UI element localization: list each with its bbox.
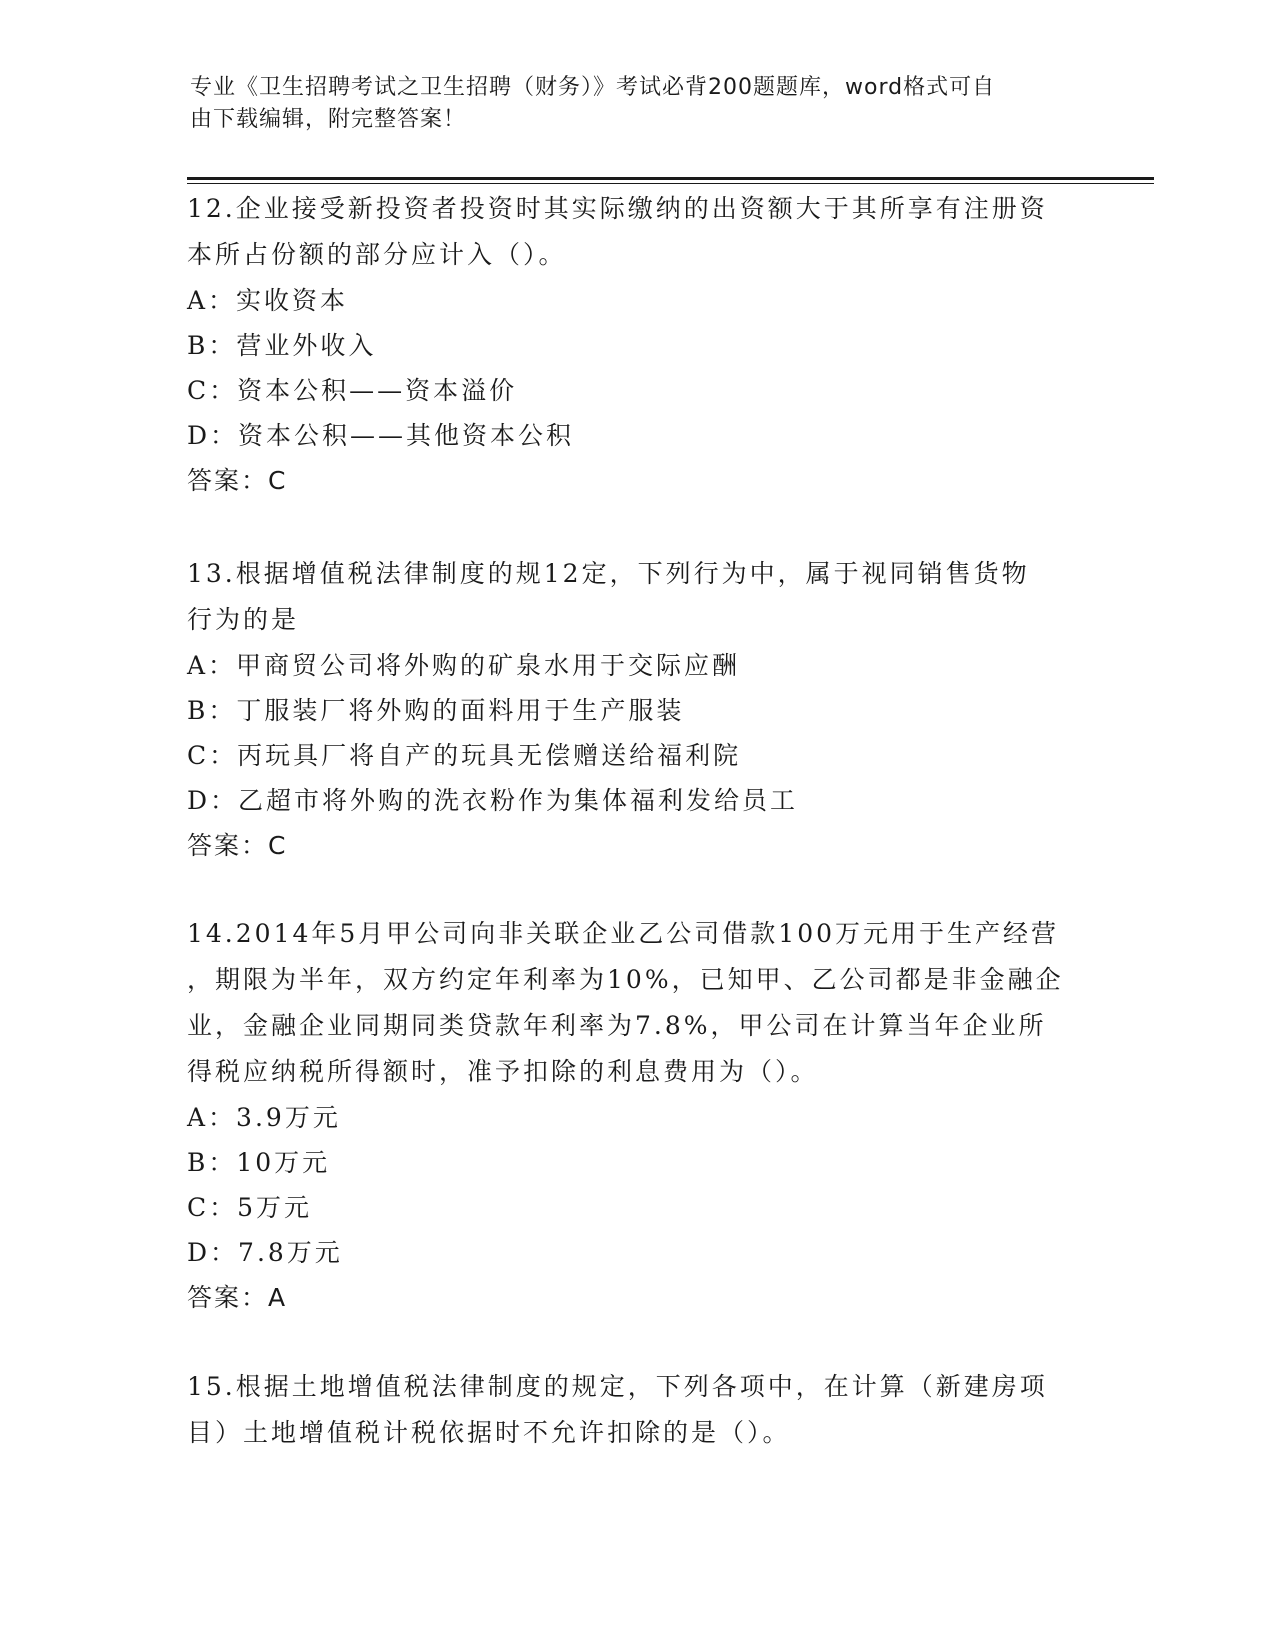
question-text: 行为的是 (187, 605, 300, 634)
option-a: A：3.9万元 (187, 1103, 341, 1132)
question-text: 12.企业接受新投资者投资时其实际缴纳的出资额大于其所享有注册资 (187, 194, 1048, 223)
option-b: B：营业外收入 (187, 331, 377, 360)
option-a: A：实收资本 (187, 286, 349, 315)
question-text: ，期限为半年，双方约定年利率为10%，已知甲、乙公司都是非金融企 (187, 965, 1064, 994)
option-d: D：资本公积——其他资本公积 (187, 421, 575, 450)
header-line: 由下载编辑，附完整答案！ (190, 107, 467, 132)
header-divider-thick (187, 177, 1154, 180)
answer: 答案：C (187, 831, 288, 860)
document-header (190, 72, 1070, 136)
option-c: C：丙玩具厂将自产的玩具无偿赠送给福利院 (187, 741, 742, 770)
question-text: 14.2014年5月甲公司向非关联企业乙公司借款100万元用于生产经营 (187, 919, 1060, 948)
question-12 (187, 186, 1087, 504)
question-text: 15.根据土地增值税法律制度的规定，下列各项中，在计算（新建房项 (187, 1372, 1048, 1401)
option-a: A：甲商贸公司将外购的矿泉水用于交际应酬 (187, 651, 741, 680)
header-divider-thin (187, 183, 1154, 184)
option-b: B：10万元 (187, 1148, 331, 1177)
answer: 答案：A (187, 1283, 288, 1312)
option-d: D：7.8万元 (187, 1238, 343, 1267)
question-text: 得税应纳税所得额时，准予扣除的利息费用为（）。 (187, 1057, 819, 1086)
question-text: 目）土地增值税计税依据时不允许扣除的是（）。 (187, 1418, 791, 1447)
question-15 (187, 1364, 1087, 1456)
option-b: B：丁服装厂将外购的面料用于生产服装 (187, 696, 685, 725)
question-text: 13.根据增值税法律制度的规12定，下列行为中，属于视同销售货物 (187, 559, 1030, 588)
answer: 答案：C (187, 466, 288, 495)
option-c: C：5万元 (187, 1193, 313, 1222)
question-14 (187, 911, 1087, 1321)
question-text: 本所占份额的部分应计入（）。 (187, 240, 567, 269)
question-13 (187, 551, 1087, 869)
question-text: 业，金融企业同期同类贷款年利率为7.8%，甲公司在计算当年企业所 (187, 1011, 1047, 1040)
option-c: C：资本公积——资本溢价 (187, 376, 518, 405)
header-line: 专业《卫生招聘考试之卫生招聘（财务）》考试必背200题题库，word格式可自 (190, 75, 996, 100)
option-d: D：乙超市将外购的洗衣粉作为集体福利发给员工 (187, 786, 799, 815)
